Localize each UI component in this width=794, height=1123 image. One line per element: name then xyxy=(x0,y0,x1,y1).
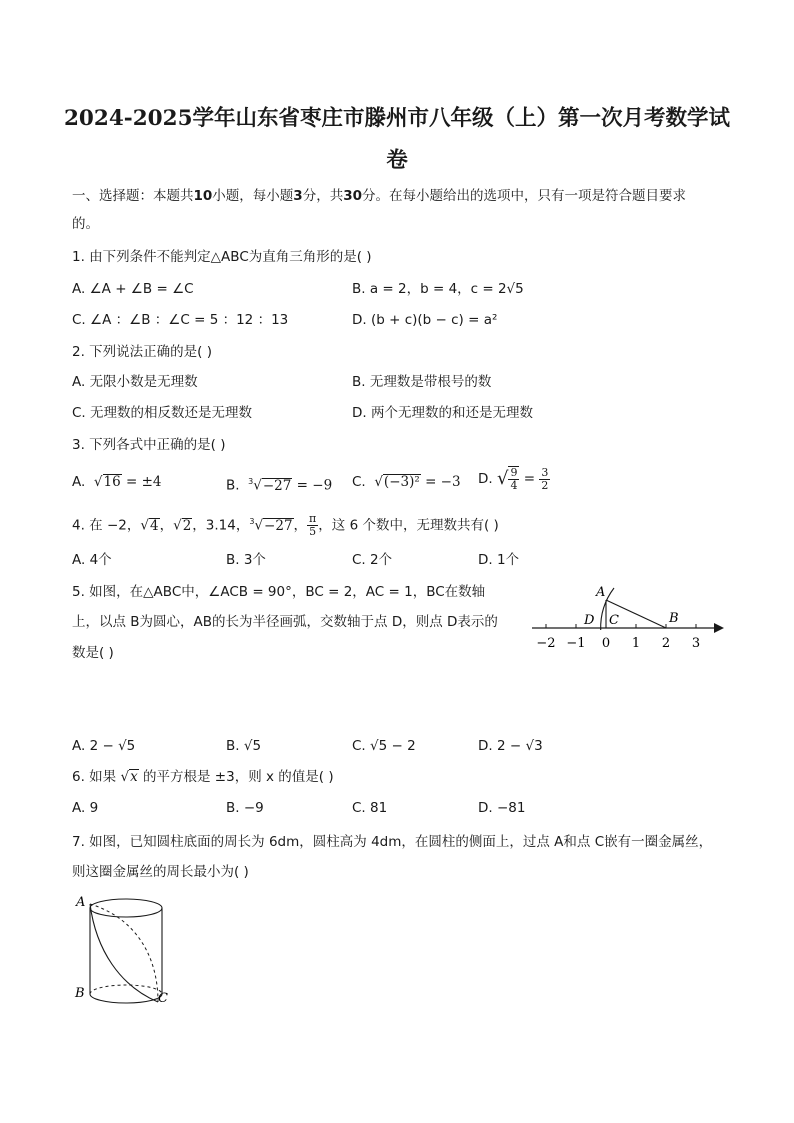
q1-option-a: A. ∠A + ∠B = ∠C xyxy=(72,281,194,297)
q2-option-b: B. 无理数是带根号的数 xyxy=(352,374,492,390)
q4-stem: 4. 在 −2，√4，√2，3.14，$^3$√−27， $\frac{\pi}{5}$ ，这 6 个数中，无理数共有( ) xyxy=(72,512,499,538)
q4-option-a: A. 4个 xyxy=(72,552,112,568)
q6-option-a: A. 9 xyxy=(72,800,99,816)
label-point-b: B xyxy=(669,611,679,626)
q7-cylinder-figure xyxy=(70,890,180,1010)
q1-option-d: D. (b + c)(b − c) = a² xyxy=(352,312,498,328)
label-point-c: C xyxy=(158,991,168,1006)
label-point-a: A xyxy=(596,585,606,600)
q3-option-b: B. $^3$√−27 = −9 xyxy=(226,477,333,494)
q5-option-c: C. √5 − 2 xyxy=(352,738,416,754)
tick-label: 1 xyxy=(631,636,641,651)
q3-option-d: D. √ $\frac{9}{4}$ = $\frac{3}{2}$ xyxy=(478,465,549,492)
q5-option-b: B. √5 xyxy=(226,738,262,754)
q5-stem-line2: 上，以点 B为圆心，AB的长为半径画弧，交数轴于点 D，则点 D表示的 xyxy=(72,614,498,630)
tick-label: −1 xyxy=(566,636,586,651)
label-point-c: C xyxy=(609,613,619,628)
q4-option-d: D. 1个 xyxy=(478,552,520,568)
tick-label: 3 xyxy=(691,636,701,651)
q5-stem-line3: 数是( ) xyxy=(72,645,114,661)
axis-arrow xyxy=(714,623,724,633)
label-point-b: B xyxy=(75,986,85,1001)
tick-label: 2 xyxy=(661,636,671,651)
q1-option-c: C. ∠A ：∠B ：∠C = 5 ：12 ：13 xyxy=(72,312,289,328)
q6-option-d: D. −81 xyxy=(478,800,526,816)
q7-stem-line2: 则这圈金属丝的周长最小为( ) xyxy=(72,864,249,880)
q5-option-a: A. 2 − √5 xyxy=(72,738,136,754)
q5-option-d: D. 2 − √3 xyxy=(478,738,543,754)
section-heading: 一、选择题：本题共10小题，每小题3分，共30分。在每小题给出的选项中，只有一项是符合题目要求 xyxy=(72,188,686,204)
q4-option-b: B. 3个 xyxy=(226,552,266,568)
q5-stem-line1: 5. 如图，在△ABC中，∠ACB = 90°，BC = 2，AC = 1，BC在数轴 xyxy=(72,584,486,600)
q2-option-d: D. 两个无理数的和还是无理数 xyxy=(352,405,533,421)
q4-option-c: C. 2个 xyxy=(352,552,393,568)
exam-title-line2: 卷 xyxy=(386,148,408,173)
q6-stem: 6. 如果 √x 的平方根是 ±3，则 x 的值是( ) xyxy=(72,769,334,785)
tick-label: −2 xyxy=(536,636,556,651)
q5-number-line-figure xyxy=(530,578,726,658)
q3-option-a: A. √16 = ±4 xyxy=(72,474,162,490)
q3-option-c: C. √(−3)² = −3 xyxy=(352,474,461,490)
exam-title-line1: 2024-2025学年山东省枣庄市滕州市八年级（上）第一次月考数学试 xyxy=(63,106,731,131)
section-heading-cont: 的。 xyxy=(72,216,99,232)
label-point-a: A xyxy=(76,895,86,910)
q1-option-b: B. a = 2，b = 4，c = 2√5 xyxy=(352,281,524,297)
q6-option-c: C. 81 xyxy=(352,800,388,816)
q3-stem: 3. 下列各式中正确的是( ) xyxy=(72,437,226,453)
q2-stem: 2. 下列说法正确的是( ) xyxy=(72,344,212,360)
q2-option-a: A. 无限小数是无理数 xyxy=(72,374,198,390)
q2-option-c: C. 无理数的相反数还是无理数 xyxy=(72,405,253,421)
tick-label: 0 xyxy=(601,636,611,651)
q6-option-b: B. −9 xyxy=(226,800,264,816)
cylinder-bottom-back xyxy=(90,985,162,994)
label-point-d: D xyxy=(584,613,595,628)
cylinder-top xyxy=(90,899,162,917)
q1-stem: 1. 由下列条件不能判定△ABC为直角三角形的是( ) xyxy=(72,249,372,265)
q7-stem-line1: 7. 如图，已知圆柱底面的周长为 6dm，圆柱高为 4dm，在圆柱的侧面上，过点 A和点 C嵌有一圈金属丝， xyxy=(72,834,713,850)
